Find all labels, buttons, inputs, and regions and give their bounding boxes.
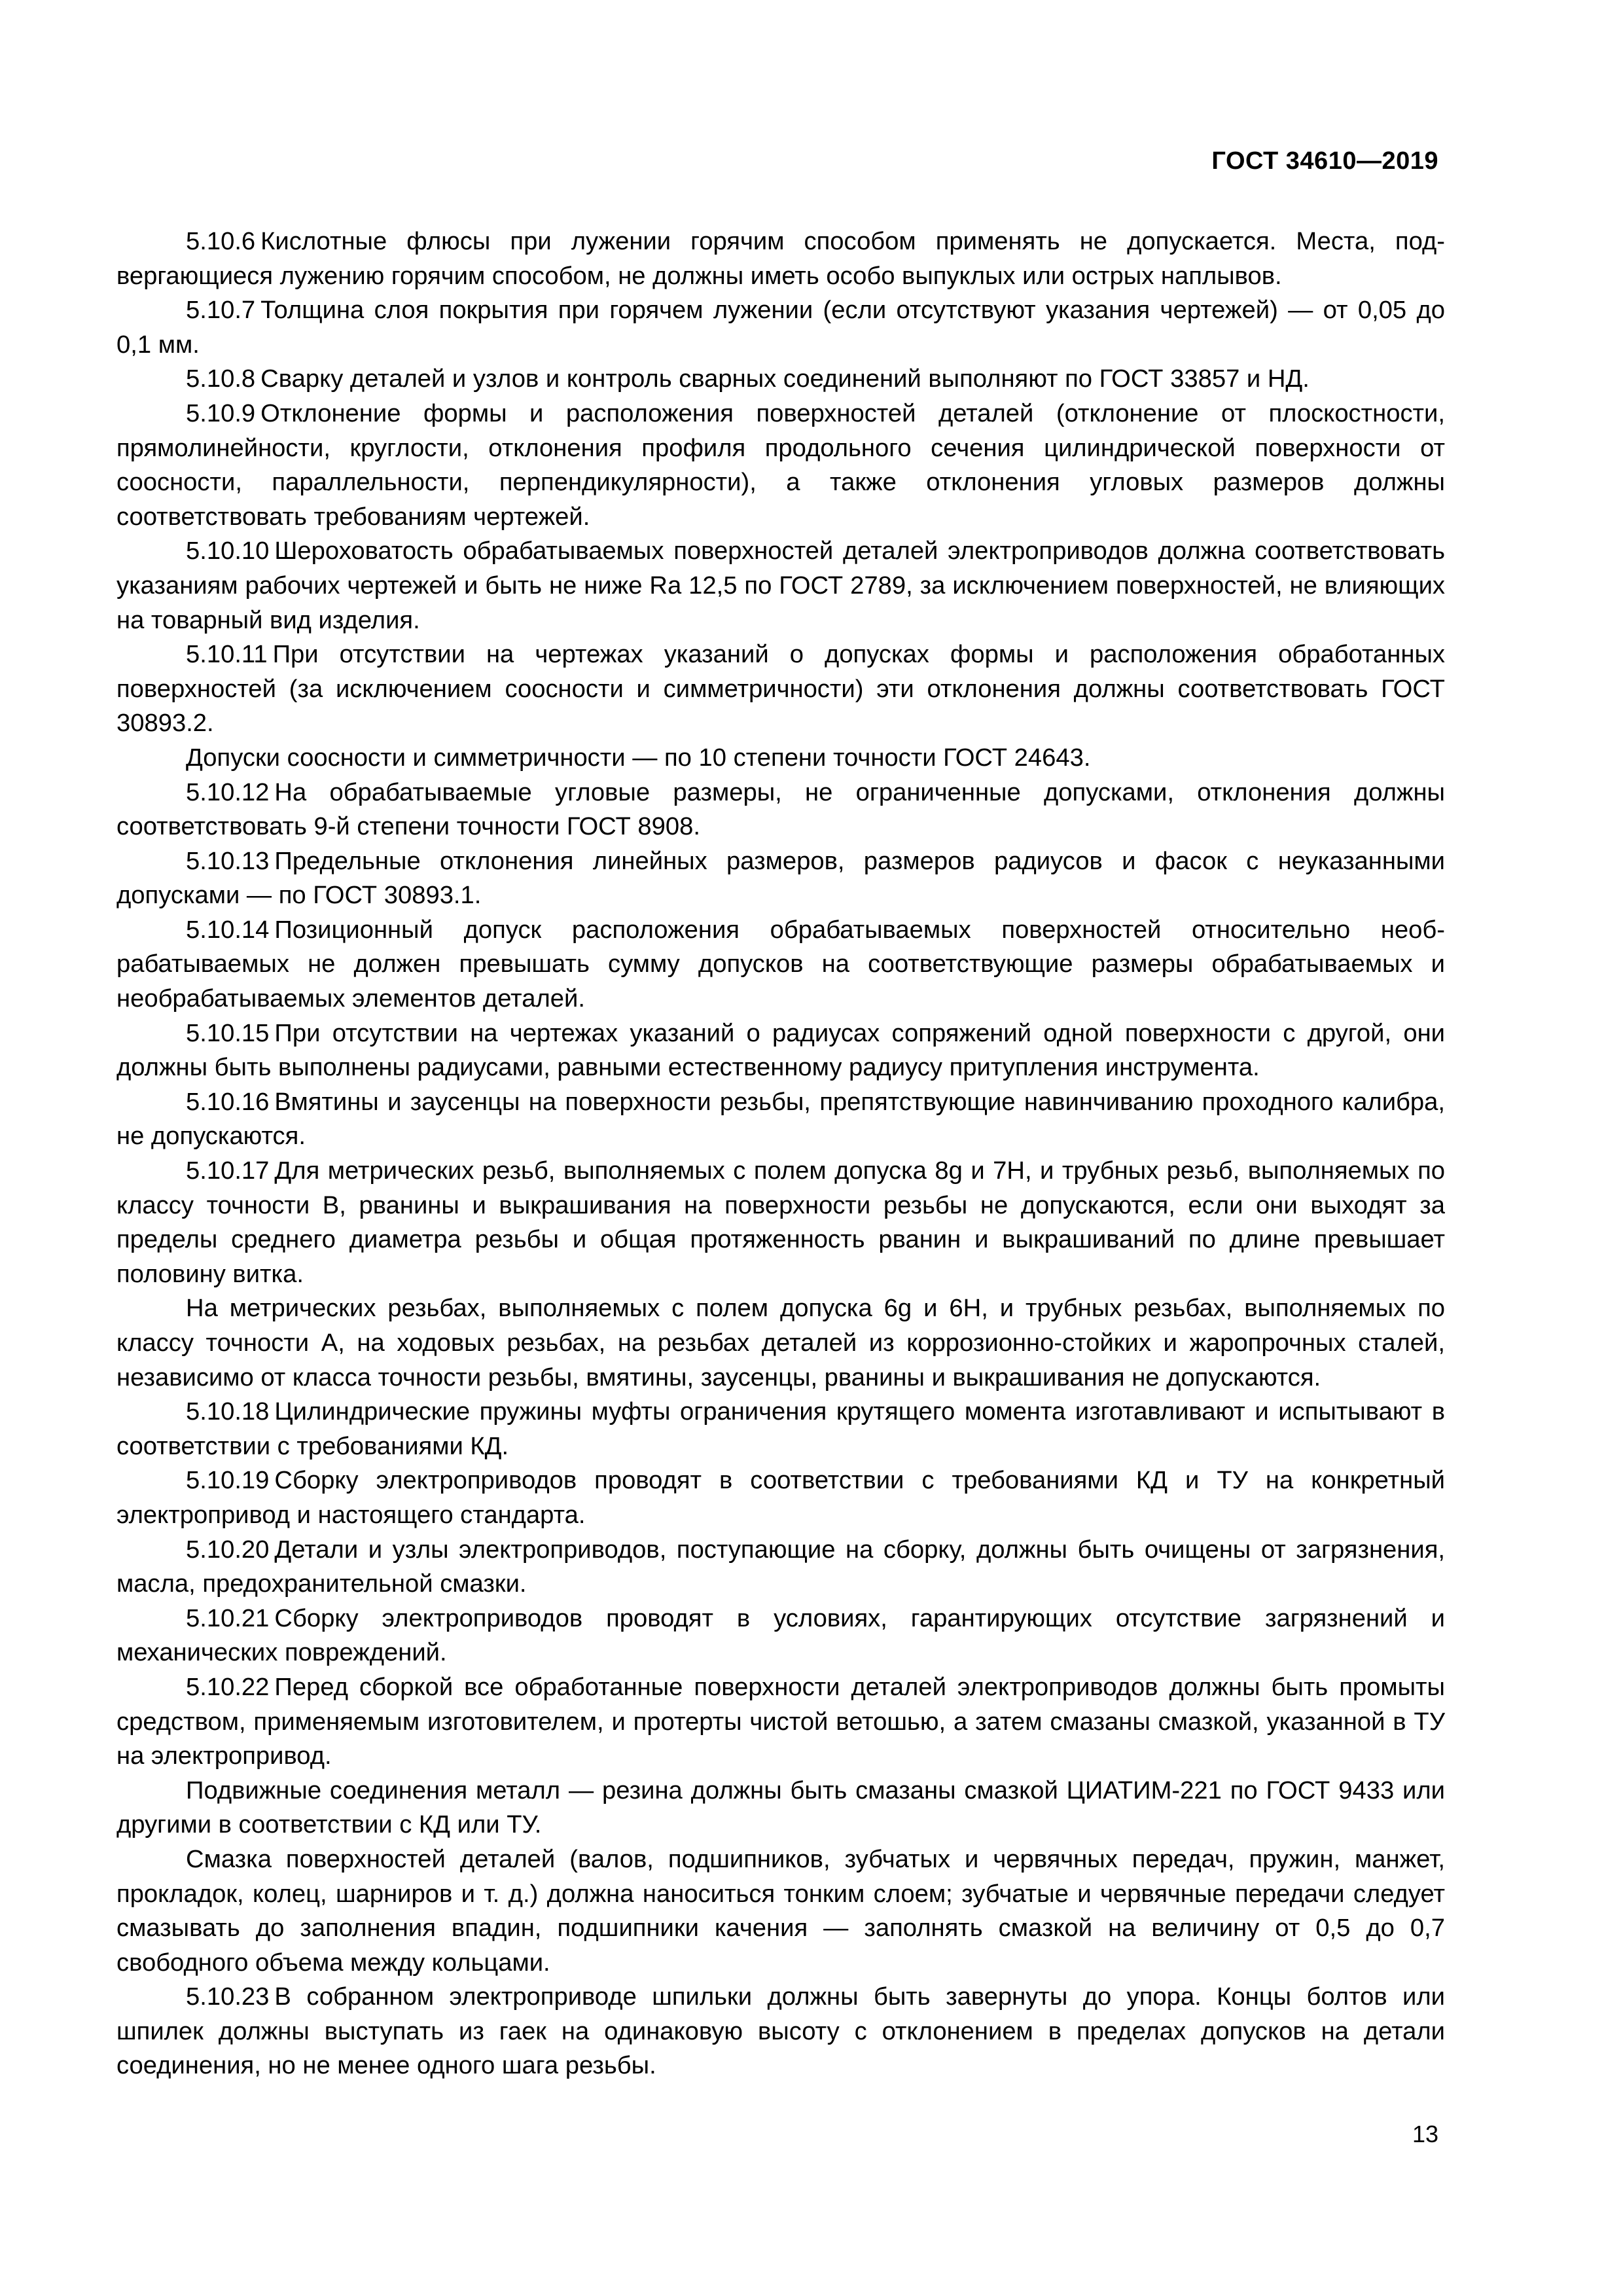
paragraph: [116, 1016, 1445, 1085]
document-body: [116, 224, 1445, 2083]
paragraph: [116, 534, 1445, 637]
paragraph-text: Толщина слоя покрытия при горячем лужении (если отсутствуют указания чертежей) — от 0,05 до 0,1 мм.: [116, 296, 1445, 359]
clause-number: 5.10.8: [186, 365, 256, 393]
paragraph-text: На метрических резьбах, выполняемых с полем допуска 6g и 6H, и трубных резьбах, выполняемых по классу точности A, на ходовых резьбах, на резьбах деталей из коррозионно-стойких и жаропрочных сталей, независимо от класса точности резьбы, вмятины, заусенцы, рванины и выкрашивания не допускаются.: [116, 1294, 1445, 1391]
paragraph: [116, 1395, 1445, 1463]
paragraph: [116, 1602, 1445, 1670]
clause-number: 5.10.23: [186, 1982, 270, 2011]
paragraph: [116, 741, 1445, 776]
paragraph-text: Отклонение формы и расположения поверхностей деталей (отклонение от плоскостности, прямолинейности, круглости, отклонения профиля продольного сечения цилиндрической поверхности от соосности, параллельности, перпендикулярности), а также отклонения угловых размеров должны соответствовать требованиям чертежей.: [116, 399, 1445, 531]
paragraph-text: Смазка поверхностей деталей (валов, подшипников, зубчатых и червячных передач, пружин, манжет, прокладок, колец, шарниров и т. д.) должна наноситься тонким слоем; зубчатые и червячные передачи следует смазывать до заполнения впадин, подшипники качения — заполнять смазкой на величину от 0,5 до 0,7 свободного объема между кольцами.: [116, 1844, 1445, 1977]
paragraph-text: Сборку электроприводов проводят в соответствии с требованиями КД и ТУ на конкретный электропривод и настоящего стандарта.: [116, 1466, 1445, 1529]
paragraph-text: Кислотные флюсы при лужении горячим способом применять не допускается. Места, подвергающиеся лужению горячим способом, не должны иметь особо выпуклых или острых наплывов.: [116, 227, 1445, 290]
paragraph: [116, 1291, 1445, 1395]
paragraph: [116, 1533, 1445, 1602]
clause-number: 5.10.20: [186, 1535, 270, 1564]
clause-number: 5.10.12: [186, 778, 270, 806]
clause-number: 5.10.10: [186, 537, 270, 565]
paragraph-text: Шероховатость обрабатываемых поверхностей деталей электроприводов должна соответствовать указаниям рабочих чертежей и быть не ниже Ra 12,5 по ГОСТ 2789, за исключением поверхностей, не влияющих на товарный вид изделия.: [116, 537, 1445, 634]
paragraph-text: Вмятины и заусенцы на поверхности резьбы, препятствующие навинчиванию проходного калибра, не допускаются.: [116, 1087, 1445, 1151]
paragraph: [116, 1774, 1445, 1842]
paragraph-text: Сварку деталей и узлов и контроль сварных соединений выполняют по ГОСТ 33857 и НД.: [260, 365, 1310, 393]
paragraph-text: Допуски соосности и симметричности — по 10 степени точности ГОСТ 24643.: [186, 743, 1091, 772]
paragraph: [116, 293, 1445, 362]
paragraph-text: Перед сборкой все обработанные поверхности деталей электроприводов должны быть промыты средством, применяемым изготовителем, и протерты чистой ветошью, а затем смазаны смазкой, указанной в ТУ на электропривод.: [116, 1672, 1445, 1770]
standard-code-header: ГОСТ 34610—2019: [1211, 147, 1438, 175]
paragraph-text: Сборку электроприводов проводят в условиях, гарантирующих отсутствие загрязнений и механических повреждений.: [116, 1604, 1445, 1667]
clause-number: 5.10.9: [186, 399, 256, 427]
paragraph: [116, 1154, 1445, 1291]
paragraph: [116, 1085, 1445, 1154]
paragraph: [116, 776, 1445, 844]
paragraph: [116, 397, 1445, 534]
paragraph-text: Подвижные соединения металл — резина должны быть смазаны смазкой ЦИАТИМ-221 по ГОСТ 9433 или другими в соответствии с КД или ТУ.: [116, 1776, 1445, 1839]
paragraph-text: Позиционный допуск расположения обрабатываемых поверхностей относительно необрабатываемых не должен превышать сумму допусков на соответствующие размеры обрабатываемых и необрабатываемых элементов деталей.: [116, 915, 1445, 1013]
paragraph-text: Цилиндрические пружины муфты ограничения крутящего момента изготавливают и испытывают в соответствии с требованиями КД.: [116, 1397, 1445, 1460]
paragraph-text: В собранном электроприводе шпильки должны быть завернуты до упора. Концы болтов или шпилек должны выступать из гаек на одинаковую высоту с отклонением в пределах допусков на детали соединения, но не менее одного шага резьбы.: [116, 1982, 1445, 2080]
clause-number: 5.10.19: [186, 1466, 270, 1495]
clause-number: 5.10.6: [186, 227, 256, 255]
paragraph-text: Для метрических резьб, выполняемых с полем допуска 8g и 7H, и трубных резьб, выполняемых по классу точности B, рванины и выкрашивания на поверхности резьбы не допускаются, если они выходят за пределы среднего диаметра резьбы и общая протяженность рванин и выкрашиваний по длине превышает половину витка.: [116, 1157, 1445, 1288]
page-number: 13: [1412, 2121, 1438, 2147]
paragraph: [116, 1463, 1445, 1532]
paragraph: [116, 362, 1445, 397]
clause-number: 5.10.16: [186, 1087, 270, 1116]
clause-number: 5.10.15: [186, 1018, 270, 1047]
paragraph-text: При отсутствии на чертежах указаний о допусках формы и расположения обработанных поверхностей (за исключением соосности и симметричности) эти отклонения должны соответствовать ГОСТ 30893.2.: [116, 640, 1445, 738]
paragraph-text: Детали и узлы электроприводов, поступающие на сборку, должны быть очищены от загрязнения, масла, предохранительной смазки.: [116, 1535, 1445, 1598]
clause-number: 5.10.13: [186, 846, 270, 875]
clause-number: 5.10.11: [186, 640, 268, 669]
paragraph: [116, 844, 1445, 913]
clause-number: 5.10.14: [186, 915, 270, 944]
paragraph: [116, 637, 1445, 741]
paragraph: [116, 1980, 1445, 2083]
paragraph: [116, 1670, 1445, 1774]
clause-number: 5.10.17: [186, 1157, 270, 1185]
paragraph: [116, 1842, 1445, 1980]
paragraph: [116, 913, 1445, 1016]
clause-number: 5.10.7: [186, 296, 256, 325]
paragraph: [116, 224, 1445, 293]
paragraph-text: На обрабатываемые угловые размеры, не ограниченные допусками, отклонения должны соответствовать 9-й степени точности ГОСТ 8908.: [116, 778, 1445, 841]
clause-number: 5.10.18: [186, 1397, 270, 1426]
clause-number: 5.10.22: [186, 1672, 270, 1701]
paragraph-text: При отсутствии на чертежах указаний о радиусах сопряжений одной поверхности с другой, они должны быть выполнены радиусами, равными естественному радиусу притупления инструмента.: [116, 1018, 1445, 1082]
paragraph-text: Предельные отклонения линейных размеров, размеров радиусов и фасок с неуказанными допусками — по ГОСТ 30893.1.: [116, 846, 1445, 910]
clause-number: 5.10.21: [186, 1604, 270, 1632]
